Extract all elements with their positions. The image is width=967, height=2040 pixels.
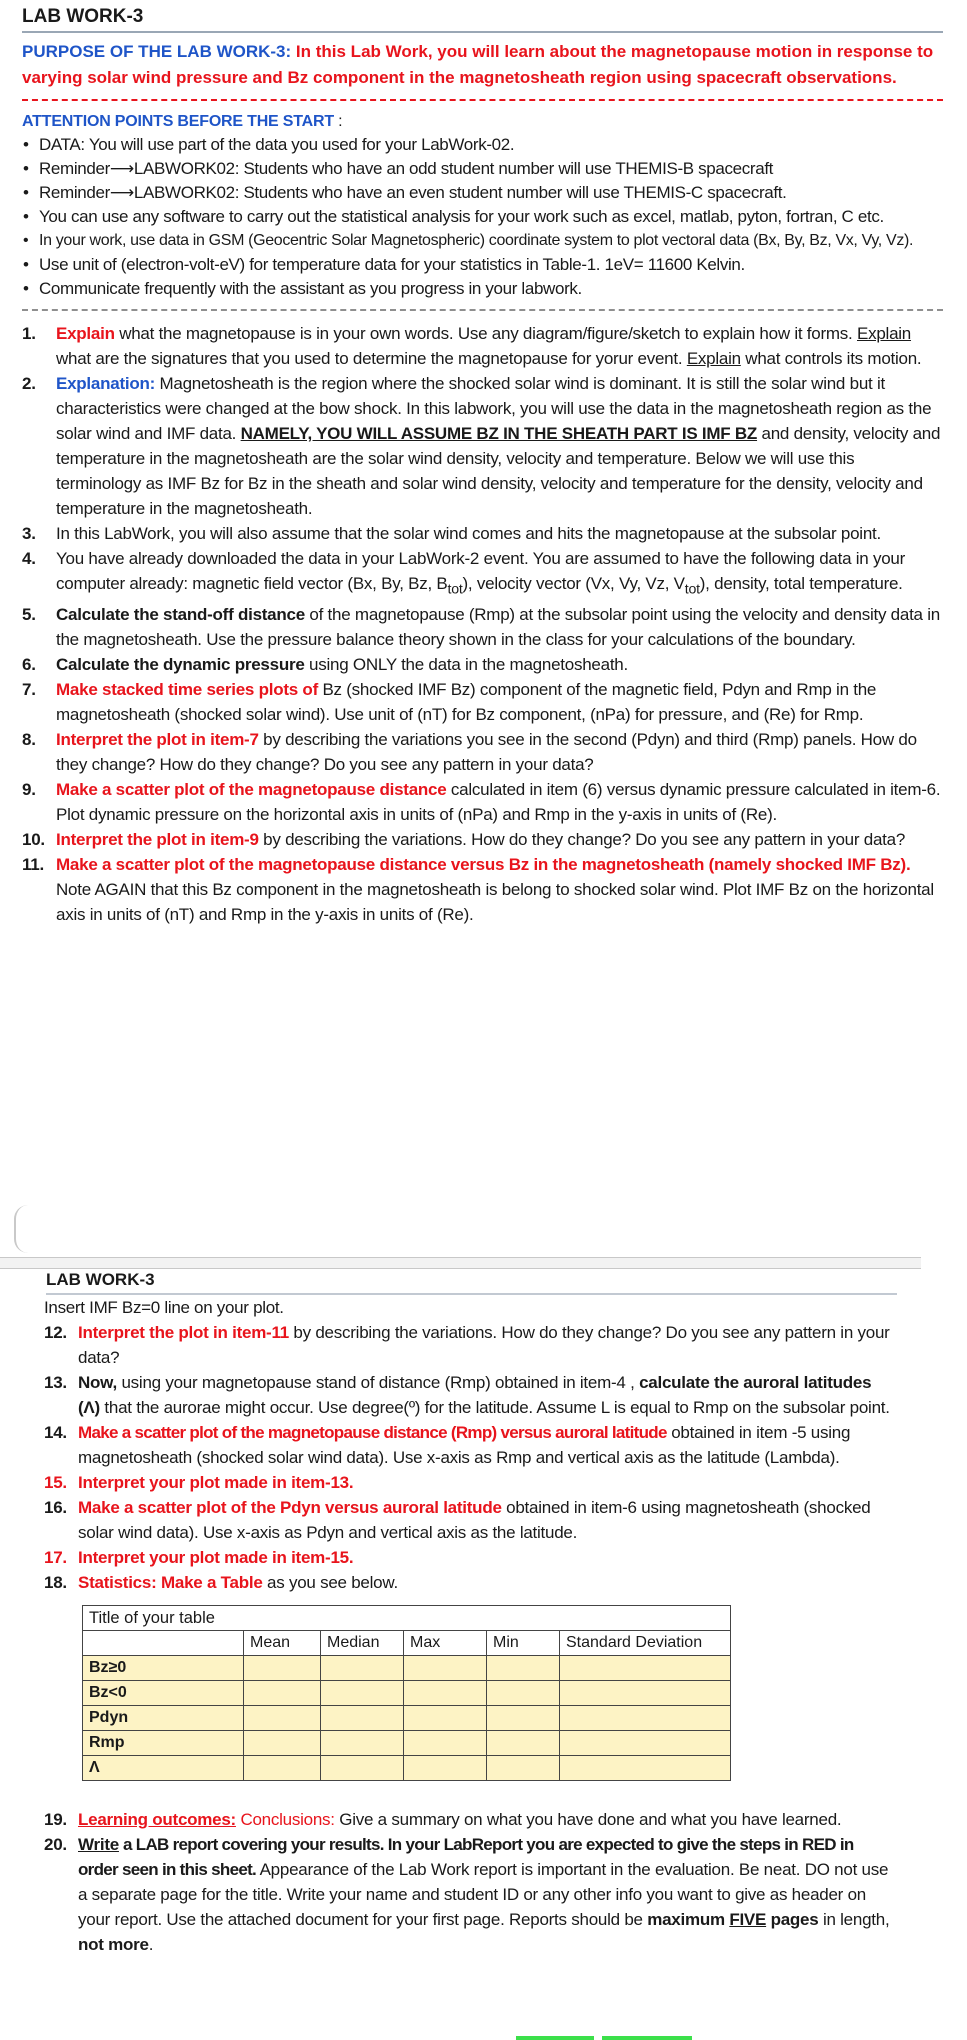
table-header-cell: Mean xyxy=(244,1631,321,1656)
task-item-15: 15. Interpret your plot made in item-13. xyxy=(44,1473,354,1492)
statistics-table xyxy=(82,1605,731,1781)
red-dashed-divider xyxy=(22,99,943,101)
purpose-text: In this Lab Work, you will learn about the magnetopause motion in response to varying solar wind pressure and Bz component in the magnetosheath region using spacecraft observations. xyxy=(22,42,934,87)
table-header-row xyxy=(83,1631,731,1656)
scan-page-edge xyxy=(14,1205,36,1253)
table-header-cell: Min xyxy=(487,1631,560,1656)
table-title: Title of your table xyxy=(83,1606,731,1631)
task-item-20: 20. Write a LAB report covering your results. In your LabReport you are expected to give the steps in RED in order seen in this sheet. Appearance of the Lab Work report is important in the evaluation. Be neat. DO not use a separate page for the title. Write your name and student ID or any other info you want to give as header on your report. Use the attached document for your first page. Reports should be maximum FIVE pages in length, not more. xyxy=(44,1835,890,1954)
table-row-label: Bz<0 xyxy=(83,1681,244,1706)
attention-heading: ATTENTION POINTS BEFORE THE START : xyxy=(22,113,343,130)
purpose-lead: PURPOSE OF THE LAB WORK-3: xyxy=(22,42,296,61)
table-header-cell: Max xyxy=(404,1631,487,1656)
task-item-17: 17. Interpret your plot made in item-15. xyxy=(44,1548,354,1567)
table-row xyxy=(83,1731,731,1756)
table-row-label: Rmp xyxy=(83,1731,244,1756)
task-item-4: 4. You have already downloaded the data in your LabWork-2 event. You are assumed to have the following data in your computer already: magnetic field vector (Bx, By, Bz, $B_{tot}$), velocity vector (Vx, Vy, Vz, $V_{tot}$), density, total temperature. xyxy=(22,549,906,598)
gray-dashed-divider xyxy=(22,309,943,311)
task-item-1: 1. Explain what the magnetopause is in your own words. Use any diagram/figure/sketch to explain how it forms. Explain what are the signatures that you used to determine the magnetopause for yorur event. Explain what controls its motion. xyxy=(22,324,922,368)
highlight-mark xyxy=(516,2036,594,2040)
table-row xyxy=(83,1706,731,1731)
page-title: LAB WORK-3 xyxy=(22,6,943,33)
table-row xyxy=(83,1681,731,1706)
task-item-13: 13. Now, using your magnetopause stand of distance (Rmp) obtained in item-4 , calculate the auroral latitudes (Λ) that the aurorae might occur. Use degree(º) for the latitude. Assume L is equal to Rmp on the subsolar point. xyxy=(44,1373,890,1417)
table-header-cell: Median xyxy=(321,1631,404,1656)
task-item-14: 14. Make a scatter plot of the magnetopause distance (Rmp) versus auroral latitude obtained in item -5 using magnetosheath (shocked solar wind data). Use x-axis as Rmp and vertical axis as the latitude (Lambda). xyxy=(44,1423,851,1467)
table-row xyxy=(83,1756,731,1781)
attention-item: • In your work, use data in GSM (Geocentric Solar Magnetospheric) coordinate system to plot vectoral data (Bx, By, Bz, Vx, Vy, Vz). xyxy=(22,229,943,253)
task-item-3: 3. In this LabWork, you will also assume that the solar wind comes and hits the magnetopause at the subsolar point. xyxy=(22,524,881,543)
table-row xyxy=(83,1656,731,1681)
purpose-paragraph xyxy=(22,39,943,91)
attention-item: • Reminder⟶LABWORK02: Students who have an even student number will use THEMIS-C spacecraft. xyxy=(22,181,943,205)
page-title: LAB WORK-3 xyxy=(46,1270,897,1295)
task-item-19: 19. Learning outcomes: Conclusions: Give a summary on what you have done and what you have learned. xyxy=(44,1810,842,1829)
task-item-10: 10. Interpret the plot in item-9 by describing the variations. How do they change? Do you see any pattern in your data? xyxy=(22,830,906,850)
lab-page-2 xyxy=(0,1270,921,1957)
attention-item: • Reminder⟶LABWORK02: Students who have an odd student number will use THEMIS-B spacecraft xyxy=(22,157,943,181)
page-separator xyxy=(0,1257,921,1269)
table-title-row xyxy=(83,1606,731,1631)
attention-item: • Communicate frequently with the assistant as you progress in your labwork. xyxy=(22,277,943,301)
task-list xyxy=(22,321,943,927)
task-item-2: 2. Explanation: Magnetosheath is the region where the shocked solar wind is dominant. It is still the solar wind but it characteristics were changed at the bow shock. In this labwork, you will use the data in the magnetosheath region as the solar wind and IMF data. NAMELY, YOU WILL ASSUME BZ IN THE SHEATH PART IS IMF BZ and density, velocity and temperature in the magnetosheath are the solar wind density, velocity and temperature. Below we will use this terminology as IMF Bz for Bz in the sheath and solar wind density, velocity and temperature for the density, velocity and temperature in the magnetosheath. xyxy=(22,374,941,518)
task-item-7: 7. Make stacked time series plots of Bz (shocked IMF Bz) component of the magnetic field, Pdyn and Rmp in the magnetosheath (shocked solar wind). Use unit of (nT) for Bz component, (nPa) for pressure, and (Re) for Rmp. xyxy=(22,680,877,725)
task-item-9: 9. Make a scatter plot of the magnetopause distance calculated in item (6) versus dynamic pressure calculated in item-6. Plot dynamic pressure on the horizontal axis in units of (nPa) and Rmp in the y-axis in units of (Re). xyxy=(22,780,941,825)
task-list-final xyxy=(44,1807,897,1957)
task-item-12: 12. Interpret the plot in item-11 by describing the variations. How do they change? Do you see any pattern in your data? xyxy=(44,1323,890,1367)
table-header-cell: Standard Deviation xyxy=(560,1631,731,1656)
table-corner-cell xyxy=(83,1631,244,1656)
highlight-mark xyxy=(602,2036,692,2040)
task-item-16: 16. Make a scatter plot of the Pdyn versus auroral latitude obtained in item-6 using magnetosheath (shocked solar wind data). Use x-axis as Pdyn and vertical axis as the latitude. xyxy=(44,1498,871,1542)
table-row-label: Λ xyxy=(83,1756,244,1781)
lab-page-1 xyxy=(0,0,967,927)
attention-item: • Use unit of (electron-volt-eV) for temperature data for your statistics in Table-1. 1eV= 11600 Kelvin. xyxy=(22,253,943,277)
task-item-11: 11. Make a scatter plot of the magnetopause distance versus Bz in the magnetosheath (namely shocked IMF Bz). Note AGAIN that this Bz component in the magnetosheath is belong to shocked solar wind. Plot IMF Bz on the horizontal axis in units of (nT) and Rmp in the y-axis in units of (Re). xyxy=(22,855,934,925)
attention-item: • You can use any software to carry out the statistical analysis for your work such as excel, matlab, pyton, fortran, C etc. xyxy=(22,205,943,229)
insert-line-note: Insert IMF Bz=0 line on your plot. xyxy=(44,1298,284,1317)
task-item-5: 5. Calculate the stand-off distance of the magnetopause (Rmp) at the subsolar point using the velocity and density data in the magnetosheath. Use the pressure balance theory shown in the class for your calculations of the boundary. xyxy=(22,605,940,650)
task-item-8: 8. Interpret the plot in item-7 by describing the variations you see in the second (Pdyn) and third (Rmp) panels. How do they change? How do they change? Do you see any pattern in your data? xyxy=(22,730,917,775)
task-item-18: 18. Statistics: Make a Table as you see below. xyxy=(44,1573,398,1592)
attention-list xyxy=(22,133,943,301)
attention-item: • DATA: You will use part of the data you used for your LabWork-02. xyxy=(22,133,943,157)
task-list-continued xyxy=(44,1320,897,1595)
table-row-label: Bz≥0 xyxy=(83,1656,244,1681)
task-item-6: 6. Calculate the dynamic pressure using ONLY the data in the magnetosheath. xyxy=(22,655,628,675)
table-row-label: Pdyn xyxy=(83,1706,244,1731)
